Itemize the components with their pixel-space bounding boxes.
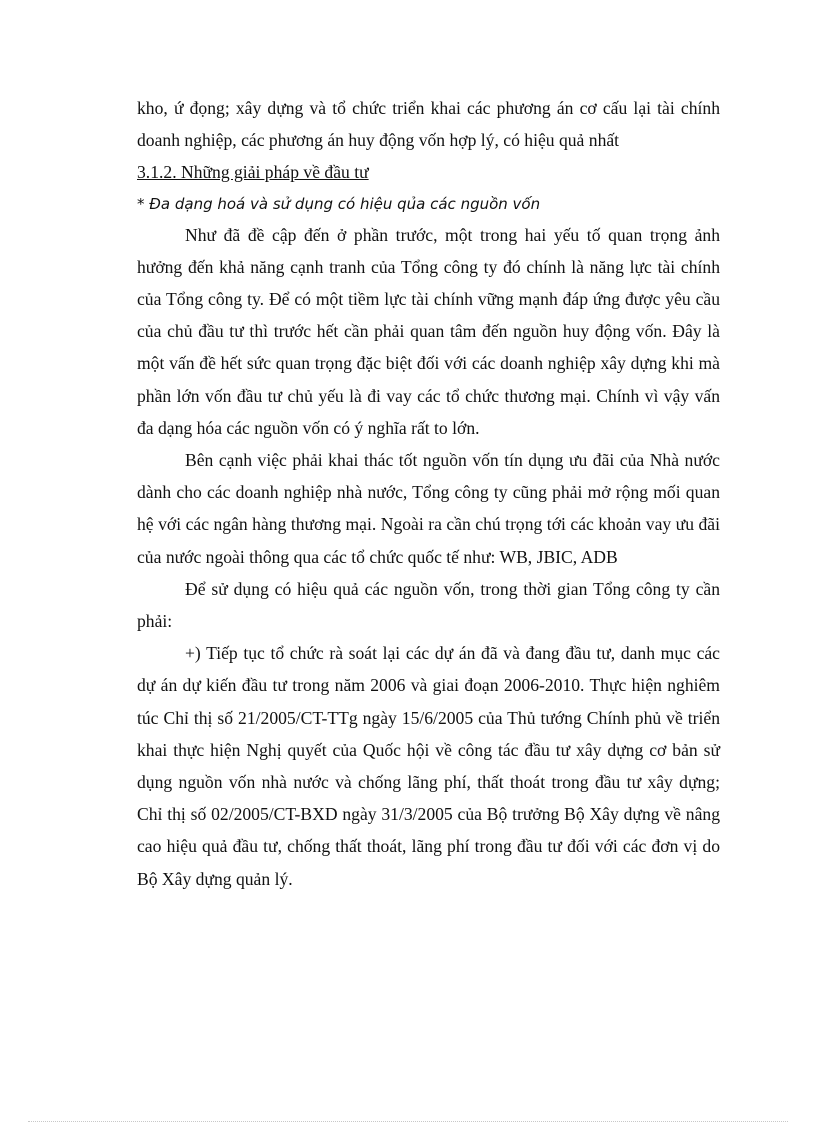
page-bottom-divider	[28, 1121, 788, 1122]
section-heading: 3.1.2. Những giải pháp về đầu tư	[137, 162, 369, 183]
subheading: * Đa dạng hoá và sử dụng có hiệu qủa các nguồn vốn	[137, 194, 541, 213]
intro-paragraph: kho, ứ đọng; xây dựng và tổ chức triển khai các phương án cơ cấu lại tài chính doanh nghiệp, các phương án huy động vốn hợp lý, có hiệu quả nhất	[137, 98, 720, 151]
paragraph-project-review: +) Tiếp tục tổ chức rà soát lại các dự án đã và đang đầu tư, danh mục các dự án dự kiến đầu tư trong năm 2006 và giai đoạn 2006-2010. Thực hiện nghiêm túc Chỉ thị số 21/2005/CT-TTg ngày 15/6/2005 của Thủ tướng Chính phủ về triển khai thực hiện Nghị quyết của Quốc hội về công tác đầu tư xây dựng cơ bản sử dụng nguồn vốn nhà nước và chống lãng phí, thất thoát trong đầu tư xây dựng; Chỉ thị số 02/2005/CT-BXD ngày 31/3/2005 của Bộ trưởng Bộ Xây dựng về nâng cao hiệu quả đầu tư, chống thất thoát, lãng phí trong đầu tư đối với các đơn vị do Bộ Xây dựng quản lý.	[137, 643, 720, 889]
paragraph-requirements-intro: Để sử dụng có hiệu quả các nguồn vốn, trong thời gian Tổng công ty cần phải:	[137, 578, 720, 632]
paragraph-capital-sources: Như đã đề cập đến ở phần trước, một trong hai yếu tố quan trọng ảnh hưởng đến khả năng cạnh tranh của Tổng công ty đó chính là năng lực tài chính của Tổng công ty. Để có một tiềm lực tài chính vững mạnh đáp ứng được yêu cầu của chủ đầu tư thì trước hết cần phải quan tâm đến nguồn huy động vốn. Đây là một vấn đề hết sức quan trọng đặc biệt đối với các doanh nghiệp xây dựng khi mà phần lớn vốn đầu tư chủ yếu là đi vay các tổ chức thương mại. Chính vì vậy vấn đa dạng hóa các nguồn vốn có ý nghĩa rất to lớn.	[137, 224, 720, 438]
paragraph-credit-relations: Bên cạnh việc phải khai thác tốt nguồn vốn tín dụng ưu đãi của Nhà nước dành cho các doanh nghiệp nhà nước, Tổng công ty cũng phải mở rộng mối quan hệ với các ngân hàng thương mại. Ngoài ra cần chú trọng tới các khoản vay ưu đãi của nước ngoài thông qua các tổ chức quốc tế như: WB, JBIC, ADB	[137, 450, 720, 567]
document-page	[137, 92, 720, 895]
